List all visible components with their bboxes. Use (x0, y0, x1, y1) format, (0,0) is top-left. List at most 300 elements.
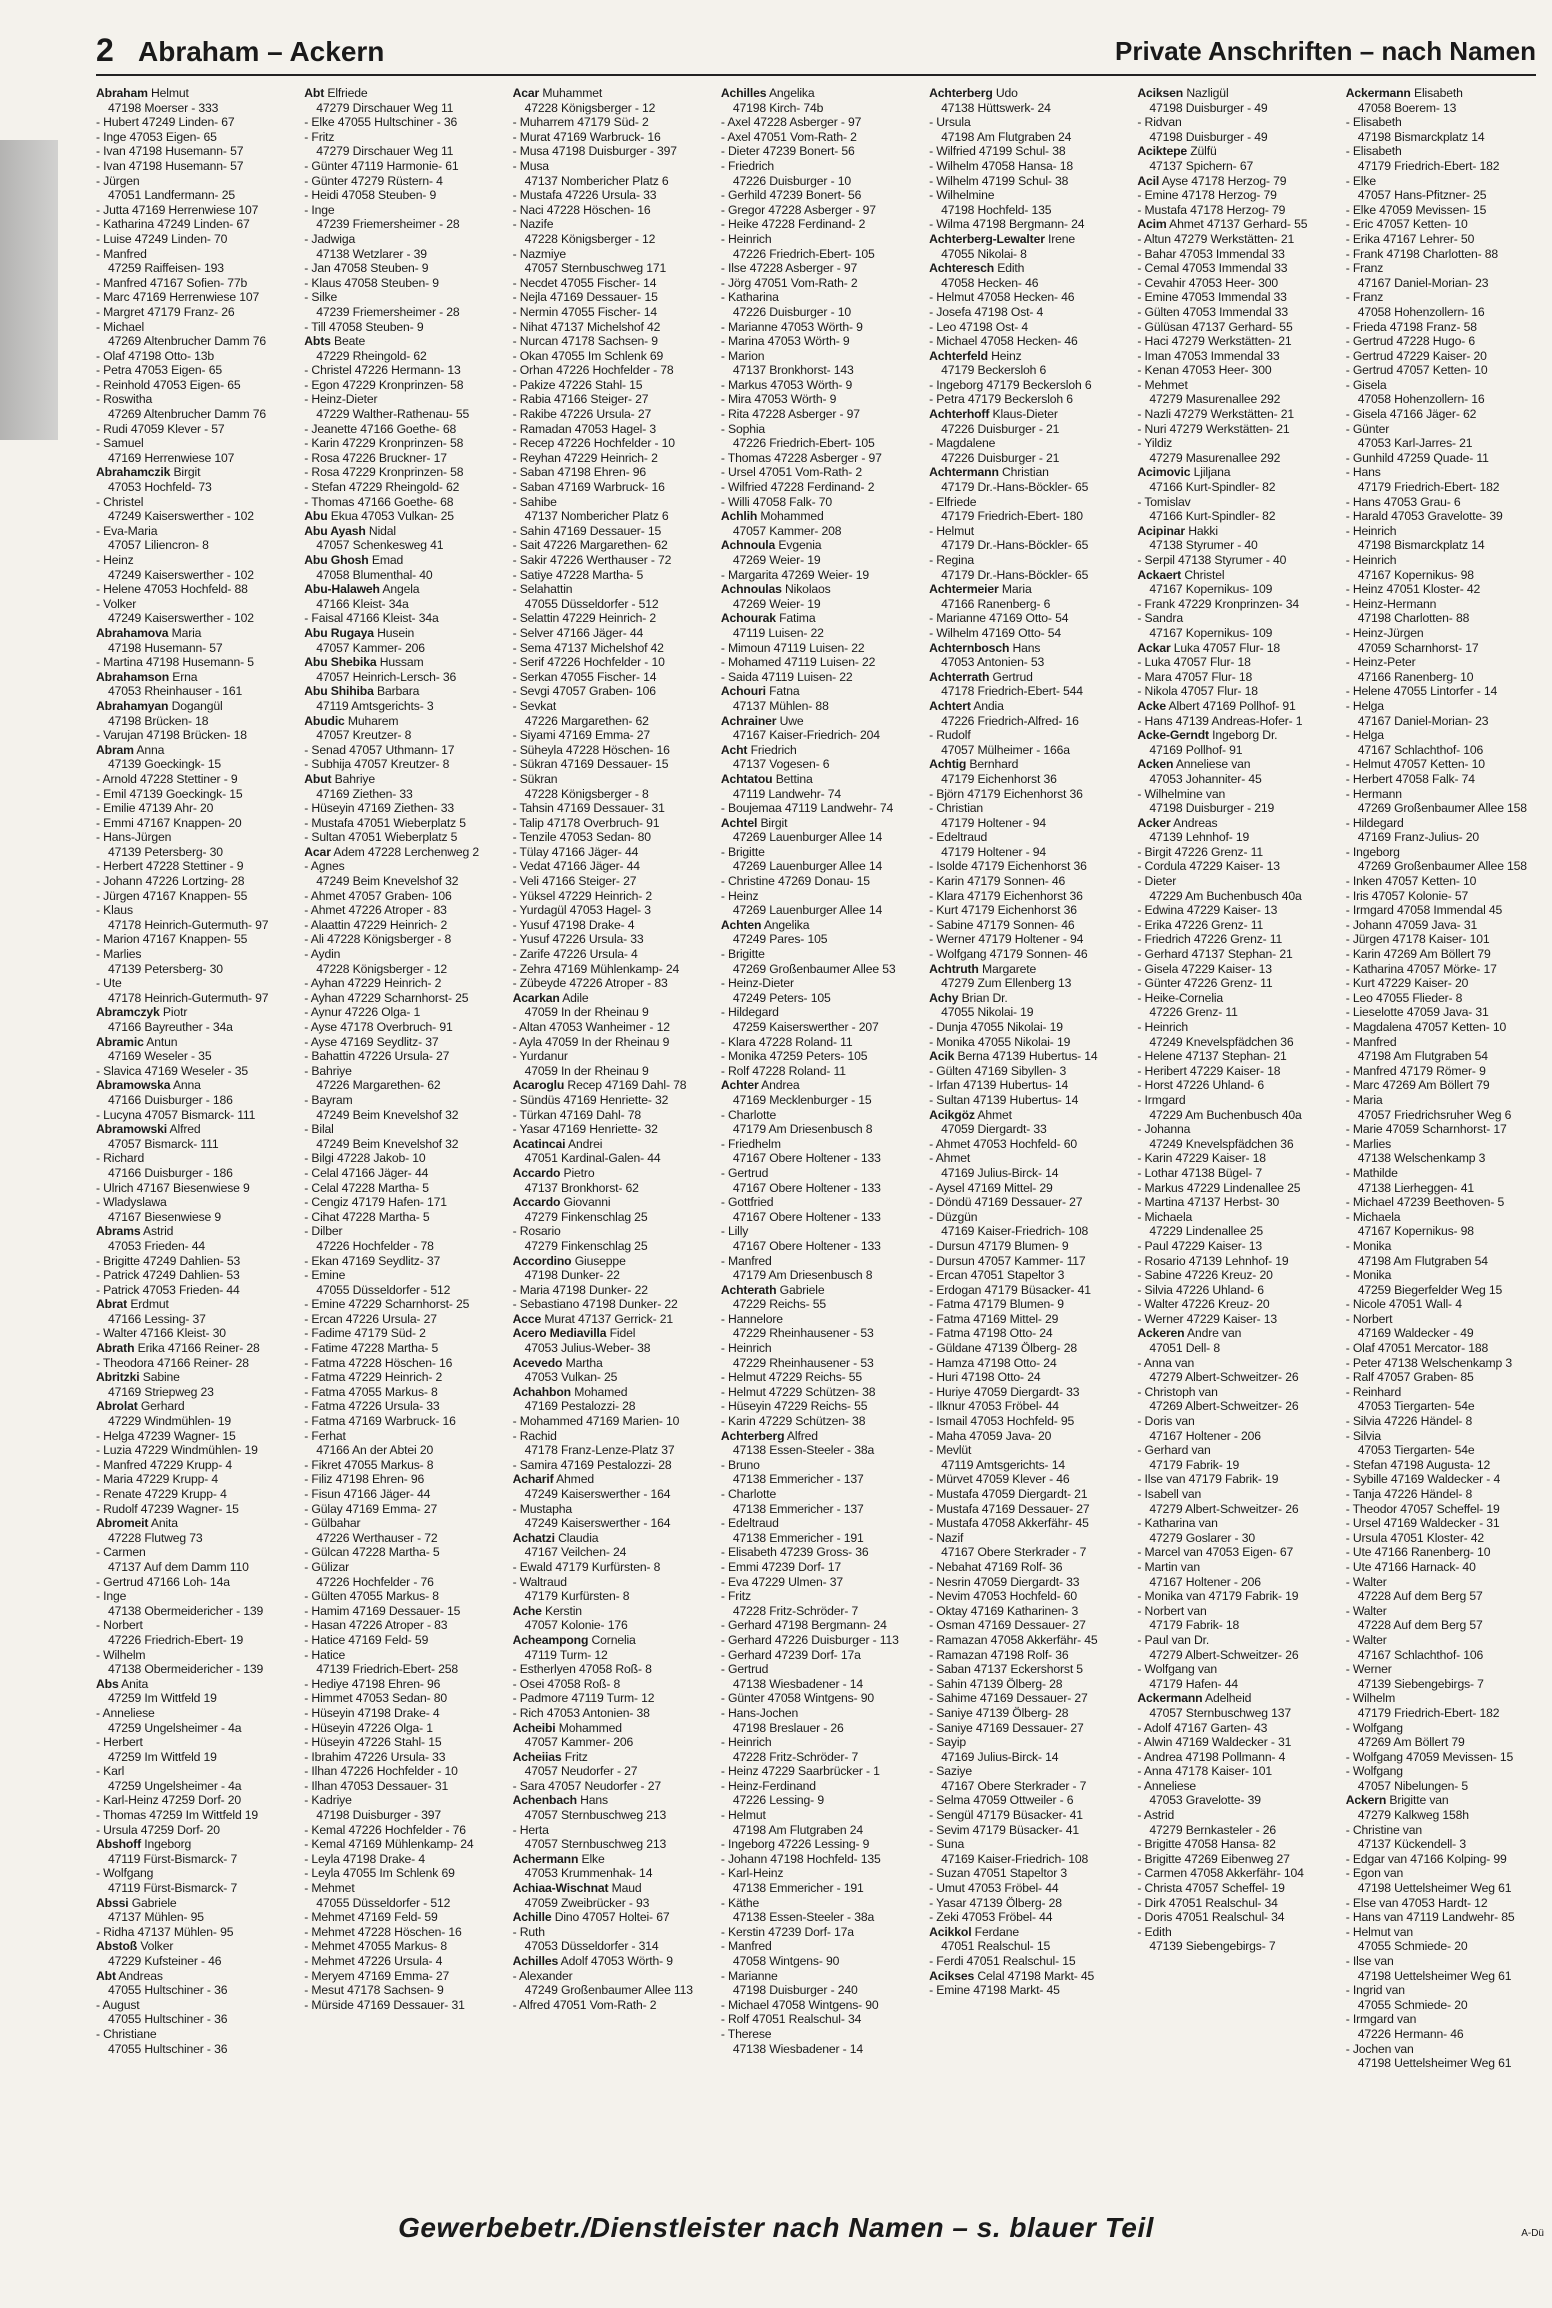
surname-entry (929, 962, 1127, 977)
address-line: 47226 Friedrich-Ebert- 19 (108, 1632, 244, 1647)
surname-entry (513, 1326, 711, 1341)
address-line: 47279 Albert-Schweitzer- 26 (1149, 1501, 1299, 1516)
address-line: 47138 Hüttswerk- 24 (941, 100, 1051, 115)
name-entry: - Jörg 47051 Vom-Rath- 2 (720, 275, 858, 290)
name-entry: - Saida 47119 Luisen- 22 (720, 669, 853, 684)
name-entry: - Wolfgang van (1137, 1662, 1218, 1677)
surname-entry (513, 1254, 711, 1269)
name-entry: - Iman 47053 Immendal 33 (1137, 348, 1280, 363)
surname-entry (721, 743, 919, 758)
name-entry: - Emilie 47139 Ahr- 20 (96, 801, 214, 816)
address-line: 47169 Pestalozzi- 28 (524, 1399, 636, 1414)
name-entry: - Isabell van (1137, 1487, 1202, 1501)
name-entry: - Luka 47057 Flur- 18 (1137, 655, 1251, 670)
address-line: 47138 Wetzlarer - 39 (316, 246, 427, 261)
name-entry: - Jan 47058 Steuben- 9 (304, 261, 429, 276)
address-line: 47259 Im Wittfeld 19 (108, 1749, 217, 1764)
name-entry: - Ivan 47198 Husemann- 57 (96, 158, 244, 173)
name-entry: - Ilhan 47226 Hochfelder - 10 (304, 1764, 458, 1779)
entry-text: Ekua 47053 Vulkan- 25 (327, 509, 454, 524)
name-entry: - Hildegard (1345, 815, 1404, 830)
name-entry: - Egon van (1345, 1866, 1404, 1881)
surname-entry (513, 1078, 711, 1093)
surname-entry (96, 743, 294, 758)
address-line: 47059 In der Rheinau 9 (524, 1005, 649, 1020)
name-entry: - Manfred (1345, 1034, 1397, 1049)
entry-text: Fidel (606, 1326, 636, 1341)
surname: Abrahamyan (96, 698, 169, 713)
address-line: 47057 Liliencron- 8 (108, 538, 209, 553)
surname: Achrainer (720, 713, 777, 728)
address-line: 47259 Biegerfelder Weg 15 (1357, 1282, 1503, 1297)
name-entry: - Hamza 47198 Otto- 24 (929, 1355, 1057, 1370)
name-entry: - Pakize 47226 Stahl- 15 (512, 377, 643, 392)
name-entry: - Saban 47198 Ehren- 96 (512, 465, 646, 480)
name-entry: - Helmut (929, 523, 974, 538)
name-entry: - Gülten 47169 Sibyllen- 3 (929, 1063, 1067, 1078)
surname: Achtatou (720, 771, 773, 786)
address-line: 47138 Essen-Steeler - 38a (732, 1443, 875, 1458)
address-line: 47226 Margarethen- 62 (316, 1078, 441, 1093)
entry-text: Elisabeth (1410, 86, 1463, 100)
name-entry: - Margret 47179 Franz- 26 (96, 304, 235, 319)
surname: Achlih (720, 509, 758, 524)
address-line: 47198 Brücken- 18 (108, 713, 209, 728)
name-entry: - Fatma 47229 Heinrich- 2 (304, 1370, 443, 1385)
name-entry: - Reinhold 47053 Eigen- 65 (96, 377, 241, 392)
entry-text: Maria (168, 625, 202, 640)
name-entry: - Manfred (720, 1253, 772, 1268)
name-entry: - Mustafa 47059 Diergardt- 21 (929, 1487, 1088, 1501)
entry-text: Christian (998, 465, 1049, 480)
surname: Abramowska (96, 1078, 171, 1093)
surname-entry (721, 538, 919, 553)
surname-entry (721, 509, 919, 524)
address-line: 47053 Antonien- 53 (941, 655, 1045, 670)
entry-text: Edith (994, 261, 1025, 276)
name-entry: - Fatma 47226 Ursula- 33 (304, 1399, 440, 1414)
name-entry: - Sahime 47169 Dessauer- 27 (929, 1691, 1088, 1706)
surname-entry (513, 1137, 711, 1152)
name-entry: - Magdalene (929, 436, 996, 451)
name-entry: - Alaattin 47229 Heinrich- 2 (304, 917, 448, 932)
surname: Abramowski (96, 1122, 167, 1137)
name-entry: - Suna (929, 1837, 965, 1852)
name-entry: - Helene 47053 Hochfeld- 88 (96, 582, 248, 597)
name-entry: - Hannelore (720, 1311, 783, 1326)
entry-text: Andreas (115, 1968, 163, 1983)
name-entry: - Ridvan (1137, 115, 1182, 130)
name-entry: - Karin 47269 Am Böllert 79 (1345, 947, 1491, 962)
address-line: 47226 Friedrich-Alfred- 16 (941, 713, 1079, 728)
name-entry: - Marianne (720, 1968, 778, 1983)
surname: Achourak (720, 611, 776, 626)
name-entry: - Wilhelm (1345, 1691, 1396, 1706)
address-line: 47167 Holtener - 206 (1149, 1574, 1261, 1589)
name-entry: - Heinz-Dieter (304, 392, 378, 407)
name-entry: - Martina 47198 Husemann- 5 (96, 655, 254, 670)
surname-entry (513, 1750, 711, 1765)
address-line: 47057 Sternbuschweg 213 (524, 1837, 667, 1852)
name-entry: - Wilfried 47228 Ferdinand- 2 (720, 480, 875, 495)
surname: Achy (929, 990, 959, 1005)
name-entry: - Bahattin 47226 Ursula- 27 (304, 1049, 450, 1064)
name-entry: - Fadime 47179 Süd- 2 (304, 1326, 426, 1341)
address-line: 47137 Spichern- 67 (1149, 158, 1254, 173)
name-entry: - Emine 47198 Markt- 45 (929, 1983, 1060, 1998)
name-entry: - Ercan 47226 Ursula- 27 (304, 1311, 437, 1326)
name-entry: - Cordula 47229 Kaiser- 13 (1137, 859, 1280, 874)
name-entry: - Monika (1345, 1238, 1392, 1253)
name-entry: - Hubert 47249 Linden- 67 (96, 115, 235, 130)
entry-text: Fatima (775, 611, 816, 626)
address-line: 47057 Kammer- 206 (524, 1735, 634, 1750)
name-entry: - Elke (1345, 173, 1376, 188)
name-entry: - Ilse van 47179 Fabrik- 19 (1137, 1472, 1279, 1487)
name-entry: - Patrick 47053 Frieden- 44 (96, 1282, 240, 1297)
address-line: 47226 Duisburger - 10 (732, 173, 851, 188)
name-entry: - Emine 47053 Immendal 33 (1137, 290, 1287, 305)
name-entry: - Ercan 47051 Stapeltor 3 (929, 1268, 1065, 1283)
name-entry: - Jürgen 47167 Knappen- 55 (96, 888, 248, 903)
name-entry: - Olaf 47198 Otto- 13b (96, 348, 214, 363)
address-line: 47259 Im Wittfeld 19 (108, 1691, 217, 1706)
name-entry: - Elfriede (929, 494, 977, 509)
name-entry: - Ayhan 47229 Scharnhorst- 25 (304, 990, 469, 1005)
name-entry: - Gertrud 47228 Hugo- 6 (1345, 334, 1476, 349)
name-entry: - Satiye 47228 Martha- 5 (512, 567, 644, 582)
name-entry: - Monika 47055 Nikolai- 19 (929, 1034, 1071, 1049)
surname: Achermann (512, 1851, 579, 1866)
name-entry: - Michaela (1345, 1209, 1401, 1224)
name-entry: - Nermin 47055 Fischer- 14 (512, 304, 658, 319)
address-line: 47226 Hermann- 46 (1357, 2026, 1464, 2041)
name-entry: - Muharrem 47179 Süd- 2 (512, 115, 649, 130)
name-entry: - Elke 47055 Hultschiner - 36 (304, 115, 458, 130)
name-entry: - Marina 47053 Wörth- 9 (720, 334, 850, 349)
entry-text: Elfriede (324, 86, 368, 100)
address-line: 47229 Kufsteiner - 46 (108, 1954, 222, 1968)
address-line: 47226 Friedrich-Ebert- 105 (732, 436, 875, 451)
name-entry: - Friedhelm (720, 1136, 781, 1151)
surname: Abrath (96, 1341, 135, 1356)
address-line: 47166 Duisburger - 186 (108, 1092, 233, 1107)
name-entry: - August (96, 1997, 140, 2012)
name-entry: - Huriye 47059 Diergardt- 33 (929, 1384, 1080, 1399)
name-entry: - Serkan 47055 Fischer- 14 (512, 669, 657, 684)
surname: Abu Shihiba (304, 684, 374, 699)
name-entry: - Cengiz 47179 Hafen- 171 (304, 1195, 447, 1210)
address-line: 47167 Kopernikus- 109 (1149, 625, 1273, 640)
name-entry: - Karin 47229 Schützen- 38 (720, 1414, 866, 1429)
name-entry: - Sait 47226 Margarethen- 62 (512, 538, 668, 553)
address-line: 47055 Düsseldorfer - 512 (316, 1282, 451, 1297)
surname-entry (1137, 217, 1335, 232)
surname-entry (929, 582, 1127, 597)
address-line: 47167 Obere Holtener - 133 (732, 1238, 881, 1253)
name-entry: - Ferdi 47051 Realschul- 15 (929, 1954, 1076, 1968)
directory-column-5 (929, 86, 1127, 2206)
name-entry: - Friedrich (720, 158, 775, 173)
name-entry: - Eva-Maria (96, 523, 158, 538)
name-entry: - Norbert (1345, 1311, 1393, 1326)
name-entry: - Dirk 47051 Realschul- 34 (1137, 1895, 1278, 1910)
surname-entry (513, 1195, 711, 1210)
name-entry: - Tülay 47166 Jäger- 44 (512, 844, 639, 859)
address-line: 47279 Zum Ellenberg 13 (941, 976, 1072, 991)
name-entry: - Klaus (96, 903, 133, 918)
name-entry: - Franz (1345, 290, 1384, 305)
name-entry: - Sayip (929, 1735, 967, 1750)
name-entry: - Till 47058 Steuben- 9 (304, 319, 424, 334)
name-entry: - Brigitte (720, 947, 765, 962)
name-entry: - Ibrahim 47226 Ursula- 33 (304, 1749, 446, 1764)
address-line: 47239 Friemersheimer - 28 (316, 217, 460, 232)
name-entry: - Wolfgang 47179 Sonnen- 46 (929, 947, 1088, 962)
name-entry: - Osman 47169 Dessauer- 27 (929, 1618, 1086, 1633)
surname: Abt (304, 86, 325, 100)
address-line: 47138 Emmericher - 137 (732, 1472, 864, 1487)
name-entry: - Jürgen (96, 173, 140, 188)
address-line: 47198 Uettelsheimer Weg 61 (1357, 2056, 1512, 2071)
address-line: 47179 Friedrich-Ebert- 180 (941, 509, 1083, 524)
surname: Achahbon (512, 1384, 571, 1399)
name-entry: - Bahriye (304, 1063, 352, 1078)
surname-entry (1137, 524, 1335, 539)
entry-text: Fatna (765, 684, 800, 699)
surname-entry (1137, 641, 1335, 656)
name-entry: - Egon 47229 Kronprinzen- 58 (304, 377, 464, 392)
address-line: 47279 Finkenschlag 25 (524, 1238, 648, 1253)
name-entry: - Ingeborg (1345, 844, 1400, 859)
name-entry: - Ridha 47137 Mühlen- 95 (96, 1924, 234, 1939)
name-entry: - Leo 47198 Ost- 4 (929, 319, 1029, 334)
name-entry: - Richard (96, 1151, 145, 1166)
name-entry: - Ayse 47178 Overbruch- 91 (304, 1020, 453, 1034)
name-entry: - Rakibe 47226 Ursula- 27 (512, 407, 652, 422)
surname-entry (929, 699, 1127, 714)
name-entry: - Sündüs 47169 Henriette- 32 (512, 1092, 669, 1107)
name-entry: - Fatma 47179 Blumen- 9 (929, 1297, 1064, 1312)
name-entry: - Musa 47198 Duisburger - 397 (512, 144, 677, 159)
name-entry: - Mustafa 47226 Ursula- 33 (512, 188, 657, 203)
name-entry: - Margarita 47269 Weier- 19 (720, 567, 869, 582)
surname: Achtruth (929, 961, 979, 976)
address-line: 47198 Am Flutgraben 24 (941, 129, 1072, 144)
name-entry: - Silvia 47226 Händel- 8 (1345, 1414, 1473, 1429)
name-entry: - Christine 47269 Donau- 15 (720, 874, 870, 889)
address-line: 47139 Lehnhof- 19 (1149, 830, 1250, 845)
address-line: 47279 Goslarer - 30 (1149, 1530, 1255, 1545)
name-entry: - Ayse 47169 Seydlitz- 37 (304, 1034, 439, 1049)
surname: Acipinar (1137, 523, 1185, 538)
address-line: 47226 Duisburger - 21 (941, 421, 1060, 436)
entry-text: Dogangül (168, 698, 223, 713)
name-entry: - Käthe (720, 1895, 760, 1910)
surname-entry (513, 1385, 711, 1400)
name-entry: - Helene 47137 Stephan- 21 (1137, 1049, 1287, 1064)
name-entry: - Mehmet 47169 Feld- 59 (304, 1910, 438, 1925)
surname: Achtig (929, 757, 967, 772)
address-line: 47178 Heinrich-Gutermuth- 97 (108, 917, 269, 932)
address-line: 47166 Kleist- 34a (316, 596, 409, 611)
name-entry: - Katharina (720, 290, 779, 305)
surname: Acikses (929, 1968, 975, 1983)
name-entry: - Saniye 47139 Ölberg- 28 (929, 1705, 1069, 1720)
name-entry: - Waltraud (512, 1574, 567, 1589)
entry-text: Pietro (560, 1165, 595, 1180)
name-entry: - Musa (512, 158, 549, 173)
name-entry: - Therese (720, 2026, 772, 2041)
address-line: 47228 Fritz-Schröder- 7 (732, 1603, 859, 1618)
address-line: 47119 Luisen- 22 (732, 625, 824, 640)
name-entry: - Hans (1345, 465, 1381, 480)
entry-text: Hans (1009, 640, 1041, 655)
address-line: 47138 Obermeidericher - 139 (108, 1662, 264, 1677)
name-entry: - Nazmiye (512, 246, 567, 261)
name-entry: - Roswitha (96, 392, 153, 407)
entry-text: Hakki (1184, 523, 1218, 538)
surname-entry (721, 86, 919, 101)
name-entry: - Josefa 47198 Ost- 4 (929, 304, 1044, 319)
address-line: 47139 Petersberg- 30 (108, 961, 223, 976)
address-line: 47279 Finkenschlag 25 (524, 1209, 648, 1224)
name-entry: - Mustafa 47058 Akkerfähr- 45 (929, 1516, 1089, 1531)
entry-text: Birgit (170, 465, 201, 480)
surname: Abritzki (96, 1370, 140, 1385)
entry-text: Adem 47228 Lerchenweg 2 (330, 844, 479, 859)
surname: Abudic (304, 713, 345, 728)
surname-entry (929, 991, 1127, 1006)
surname-entry (1137, 699, 1335, 714)
surname: Acik (929, 1049, 955, 1064)
surname: Ackeren (1137, 1326, 1185, 1341)
surname-entry (513, 86, 711, 101)
name-entry: - Charlotte (720, 1107, 777, 1122)
entry-text: Ayse 47178 Herzog- 79 (1159, 173, 1287, 188)
name-entry: - Yildiz (1137, 436, 1173, 451)
name-entry: - Yurdagül 47053 Hagel- 3 (512, 903, 651, 918)
surname-entry (721, 714, 919, 729)
address-line: 47169 Kaiser-Friedrich- 108 (941, 1851, 1089, 1866)
entry-text: Ahmed (553, 1472, 594, 1487)
surname: Abrahamczik (96, 465, 171, 480)
name-entry: - Mehmet (1137, 377, 1188, 392)
name-entry: - Inge (96, 1589, 127, 1604)
address-line: 47138 Welschenkamp 3 (1357, 1151, 1486, 1166)
surname: Acatincai (512, 1136, 566, 1151)
name-entry: - Aynur 47226 Olga- 1 (304, 1005, 421, 1020)
surname-entry (96, 465, 294, 480)
address-line: 47139 Petersberg- 30 (108, 844, 223, 859)
name-entry: - Nevim 47053 Hochfeld- 60 (929, 1589, 1077, 1604)
address-line: 47179 Friedrich-Ebert- 182 (1357, 1705, 1500, 1720)
name-entry: - Gülten 47055 Markus- 8 (304, 1589, 439, 1604)
name-entry: - Düzgün (929, 1209, 978, 1224)
entry-text: Sabine (139, 1370, 180, 1385)
name-entry: - Silke (304, 290, 338, 305)
name-entry: - Carmen 47058 Akkerfähr- 104 (1137, 1866, 1304, 1881)
surname: Acharif (512, 1472, 554, 1487)
surname: Achenbach (512, 1793, 577, 1808)
name-entry: - Michael 47058 Wintgens- 90 (720, 1997, 879, 2012)
address-line: 47167 Schlachthof- 106 (1357, 1647, 1484, 1662)
name-entry: - Ingeborg 47226 Lessing- 9 (720, 1837, 870, 1852)
name-entry: - Günter 47226 Grenz- 11 (1137, 976, 1273, 991)
name-entry: - Selahattin (512, 582, 573, 597)
entry-text: Cornelia (588, 1632, 636, 1647)
entry-text: Fritz (561, 1749, 588, 1764)
name-entry: - Murat 47169 Warbruck- 16 (512, 129, 661, 144)
name-entry: - Marion 47167 Knappen- 55 (96, 932, 248, 947)
entry-text: Klaus-Dieter (989, 407, 1058, 422)
name-entry: - Döndü 47169 Dessauer- 27 (929, 1195, 1083, 1210)
name-entry: - Marc 47169 Herrenwiese 107 (96, 290, 260, 305)
surname: Acheibi (512, 1720, 556, 1735)
address-line: 47226 Friedrich-Ebert- 105 (732, 246, 875, 261)
surname-entry (721, 816, 919, 831)
name-entry: - Irmgard 47058 Immendal 45 (1345, 903, 1503, 918)
name-entry: - Rudolf 47239 Wagner- 15 (96, 1501, 239, 1516)
name-entry: - Wilma 47198 Bergmann- 24 (929, 217, 1085, 232)
name-entry: - Günter (1345, 421, 1390, 436)
address-line: 47226 Hochfelder - 78 (316, 1238, 434, 1253)
name-entry: - Gertrud (720, 1662, 769, 1677)
name-entry: - Walter (1345, 1632, 1387, 1647)
address-line: 47249 Kaiserswerther - 164 (524, 1516, 671, 1531)
surname: Abshoff (96, 1837, 141, 1852)
address-line: 47059 Diergardt- 33 (941, 1122, 1047, 1137)
name-entry: - Dursun 47057 Kammer- 117 (929, 1253, 1086, 1268)
surname: Acke (1137, 698, 1166, 713)
name-entry: - Elke 47059 Mevissen- 15 (1345, 202, 1487, 217)
name-entry: - Eric 47057 Ketten- 10 (1345, 217, 1468, 232)
entry-text: Hans (576, 1793, 608, 1808)
surname: Abu Ayash (304, 523, 366, 538)
name-entry: - Walter 47226 Kreuz- 20 (1137, 1297, 1270, 1312)
name-entry: - Wolfgang (1345, 1764, 1403, 1779)
entry-text: Alfred (784, 1428, 818, 1443)
name-entry: - Cihat 47228 Martha- 5 (304, 1209, 430, 1224)
name-entry: - Ali 47228 Königsberger - 8 (304, 932, 452, 947)
address-line: 47138 Wiesbadener - 14 (732, 1676, 864, 1691)
name-entry: - Jeanette 47166 Goethe- 68 (304, 421, 457, 436)
name-entry: - Johann 47198 Hochfeld- 135 (720, 1851, 881, 1866)
surname-entry (513, 1356, 711, 1371)
name-entry: - Tenzile 47053 Sedan- 80 (512, 830, 651, 845)
name-entry: - Helmut van (1345, 1924, 1413, 1939)
entry-text: Margarete (978, 961, 1037, 976)
surname: Achterath (720, 1282, 777, 1297)
name-entry: - Zübeyde 47226 Atroper - 83 (512, 976, 668, 991)
address-line: 47279 Dirschauer Weg 11 (316, 100, 454, 115)
address-line: 47167 Obere Holtener - 133 (732, 1209, 881, 1224)
name-entry: - Tanja 47226 Händel- 8 (1345, 1487, 1473, 1501)
address-line: 47055 Hultschiner - 36 (108, 1983, 228, 1998)
address-line: 47229 Reichs- 55 (732, 1297, 826, 1312)
name-entry: - Emil 47139 Goeckingk- 15 (96, 786, 243, 801)
name-entry: - Rachid (512, 1428, 557, 1443)
name-entry: - Brigitte (720, 844, 765, 859)
address-line: 47269 Großenbaumer Allee 158 (1357, 801, 1527, 816)
address-line: 47269 Lauenburger Allee 14 (732, 859, 883, 874)
name-entry: - Günter 47119 Harmonie- 61 (304, 158, 459, 173)
surname: Achterrath (929, 669, 990, 684)
surname-entry (513, 1312, 711, 1327)
name-entry: - Bilgi 47228 Jakob- 10 (304, 1151, 426, 1166)
address-line: 47057 Friedrichsruher Weg 6 (1357, 1107, 1512, 1122)
address-line: 47057 Sternbuschweg 213 (524, 1808, 667, 1823)
